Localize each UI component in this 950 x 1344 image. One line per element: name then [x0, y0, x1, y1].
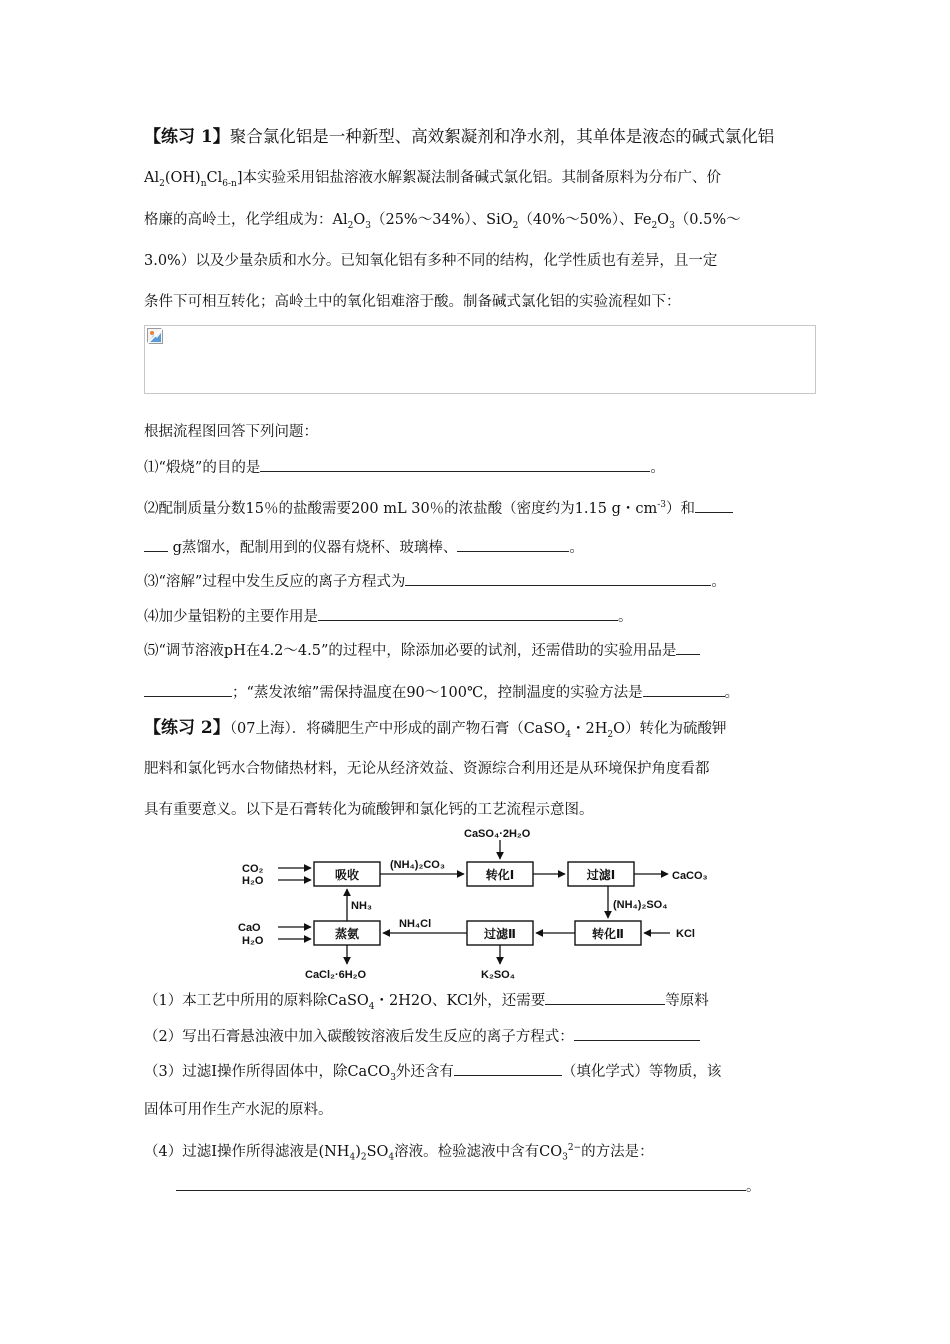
broken-image-icon [147, 328, 163, 344]
ex2-q3: （3）过滤Ⅰ操作所得固体中，除CaCO$_3$外还含有 （填化学式）等物质，该 [144, 1060, 721, 1088]
label-filter-2: 过滤Ⅱ [484, 927, 516, 941]
ex2-line-2: 肥料和氯化钙水合物储热材料，无论从经济效益、资源综合利用还是从环境保护角度看都 [144, 761, 710, 777]
answer-blank[interactable] [405, 570, 711, 586]
ex1-line-2: $Al_2(OH)_nCl_{6-n}$]本实验采用铝盐溶液水解絮凝法制备碱式氯化铝。其制备原料为分布广、价 [144, 170, 721, 189]
ex1-title: 【练习 1】 [144, 127, 230, 147]
ex1-q1: ⑴“煅烧”的目的是 。 [144, 456, 665, 478]
ex1-q2: ⑵配制质量分数15％的盐酸需要200 mL 30％的浓盐酸（密度约为1.15 g・$cm^{-3}$）和 [144, 495, 733, 519]
answer-blank[interactable] [454, 1060, 562, 1076]
ex2-q1: （1）本工艺中所用的原料除CaSO$_4$・2H2O、KCl外，还需要 等原料 [144, 989, 709, 1017]
ex1-q5: ⑸“调节溶液pH在4.2～4.5”的过程中，除添加必要的试剂，还需借助的实验用品是 [144, 639, 700, 661]
answer-blank[interactable] [318, 605, 618, 621]
label-cao: CaO [238, 922, 261, 934]
label-steam: 蒸氨 [334, 927, 360, 941]
answer-blank[interactable] [574, 1025, 700, 1041]
ex1-intro: 根据流程图回答下列问题： [144, 424, 318, 440]
answer-blank[interactable] [144, 536, 168, 552]
ex1-q5-cont: ；“蒸发浓缩”需保持温度在90～100℃，控制温度的实验方法是 。 [144, 681, 739, 703]
label-kcl: KCl [676, 928, 695, 940]
label-co2: CO₂ [242, 863, 264, 875]
ex2-q4-cont: 。 [176, 1175, 761, 1197]
label-convert-1: 转化Ⅰ [485, 868, 515, 882]
label-convert-2: 转化Ⅱ [592, 927, 624, 941]
label-nh4cl: NH₄Cl [399, 918, 432, 930]
label-h2o-2: H₂O [242, 935, 264, 947]
label-h2o-1: H₂O [242, 875, 264, 887]
label-caco3: CaCO₃ [672, 870, 708, 882]
label-caso4: CaSO₄·2H₂O [464, 828, 531, 840]
ex2-q3-cont: 固体可用作生产水泥的原料。 [144, 1102, 333, 1118]
answer-blank[interactable] [260, 456, 650, 472]
ex1-line-4: 3.0%）以及少量杂质和水分。已知氧化铝有多种不同的结构，化学性质也有差异，且一定 [144, 253, 718, 269]
ex2-line-3: 具有重要意义。以下是石膏转化为硫酸钾和氯化钙的工艺流程示意图。 [144, 802, 594, 818]
ex1-q4: ⑷加少量铝粉的主要作用是 。 [144, 605, 633, 627]
ex1-line-1: 【练习 1】聚合氯化铝是一种新型、高效絮凝剂和净水剂，其单体是液态的碱式氯化铝 [144, 127, 775, 147]
answer-blank[interactable] [176, 1175, 746, 1191]
ex1-q3: ⑶“溶解”过程中发生反应的离子方程式为 。 [144, 570, 726, 592]
label-cacl2: CaCl₂·6H₂O [305, 969, 367, 981]
ex1-q2-cont: g蒸馏水，配制用到的仪器有烧杯、玻璃棒、 。 [144, 536, 584, 558]
ex2-line-1: 【练习 2】（07上海）．将磷肥生产中形成的副产物石膏（CaSO$_4$・$2H_2O$）转化为硫酸钾 [144, 718, 727, 740]
broken-image-placeholder [144, 325, 816, 394]
answer-blank[interactable] [643, 681, 725, 697]
label-nh42so4: (NH₄)₂SO₄ [613, 899, 668, 911]
label-absorb: 吸收 [334, 868, 360, 882]
answer-blank[interactable] [545, 989, 665, 1005]
process-flow-diagram [230, 826, 730, 984]
answer-blank[interactable] [144, 681, 232, 697]
answer-blank[interactable] [457, 536, 569, 552]
label-filter-1: 过滤Ⅰ [586, 868, 616, 882]
answer-blank[interactable] [695, 497, 733, 513]
label-k2so4: K₂SO₄ [481, 969, 515, 981]
ex2-title: 【练习 2】 [144, 718, 230, 738]
ex1-line-3: 格廉的高岭土，化学组成为：$Al_2O_3(25\%\sim 34\%)$、SiO$_2$（40%～50%）、$Fe_2O_3(0.5\%\sim$ [144, 212, 741, 231]
label-nh42co3: (NH₄)₂CO₃ [390, 859, 445, 871]
ex2-q4: （4）过滤Ⅰ操作所得滤液是$(NH_4)_2SO_4$溶液。检验滤液中含有$CO_3^{2-}$的方法是： [144, 1143, 654, 1163]
label-nh3: NH₃ [351, 900, 372, 912]
answer-blank[interactable] [676, 639, 700, 655]
ex2-q2: （2）写出石膏悬浊液中加入碳酸铵溶液后发生反应的离子方程式： [144, 1025, 700, 1047]
ex1-line-5: 条件下可相互转化；高岭土中的氧化铝难溶于酸。制备碱式氯化铝的实验流程如下： [144, 294, 681, 310]
